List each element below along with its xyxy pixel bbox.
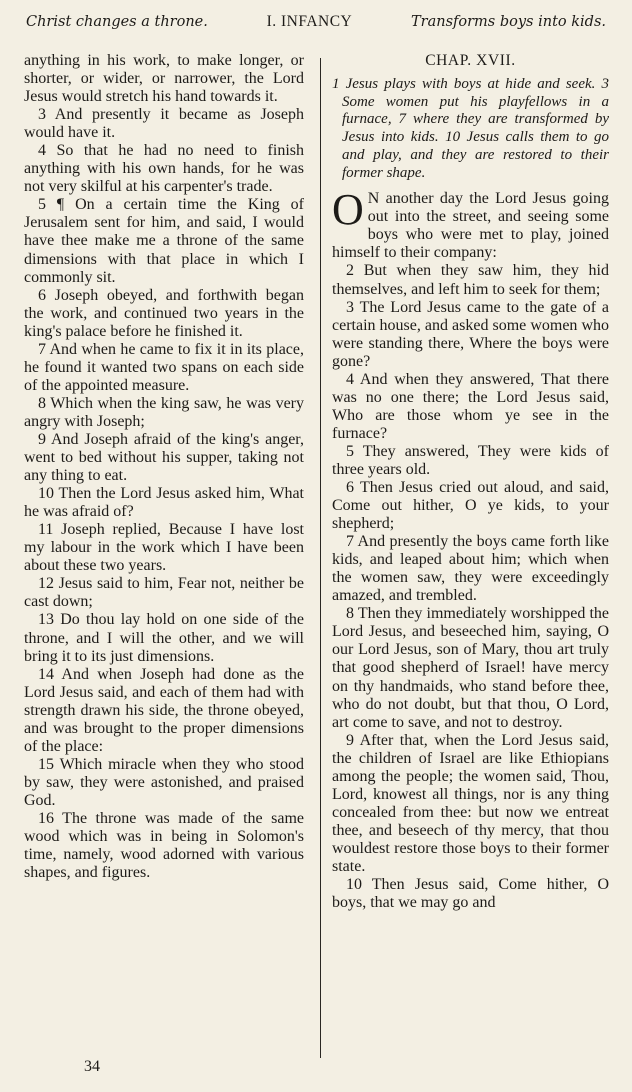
header-right: Transforms boys into kids. bbox=[410, 14, 606, 30]
verse: 7 And presently the boys came forth like kids, and leaped about him; which when the women saw, they were exceedingly amazed, and trembled. bbox=[332, 533, 609, 605]
verse: anything in his work, to make longer, or shorter, or wider, or narrower, the Lord Jesus would stretch his hand towards it. bbox=[24, 52, 304, 106]
verse: 7 And when he came to fix it in its place, he found it wanted two spans on each side of the appointed measure. bbox=[24, 340, 304, 394]
verse: 16 The throne was made of the same wood which was in being in Solomon's time, namely, wood adorned with various shapes, and figures. bbox=[24, 809, 304, 882]
verse: 9 And Joseph afraid of the king's anger, went to bed without his supper, taking not any thing to eat. bbox=[24, 430, 304, 485]
verse: 12 Jesus said to him, Fear not, neither be cast down; bbox=[24, 575, 304, 611]
chapter-title: CHAP. XVII. bbox=[425, 52, 516, 69]
header-center: I. INFANCY bbox=[266, 13, 353, 30]
verse: 8 Then they immediately worshipped the Lord Jesus, and beseeched him, saying, O our Lord Jesus, son of Mary, thou art truly that good shepherd of Israel! have mercy on thy handmaids, who stand before thee, who do not doubt, but that thou, O Lord, art come to save, and not to destroy. bbox=[332, 605, 609, 731]
verse: 6 Joseph obeyed, and forthwith began the work, and continued two years in the king's palace before he finished it. bbox=[24, 286, 304, 340]
chapter-summary: 1 Jesus plays with boys at hide and seek. 3 Some women put his playfellows in a furnace, 7 where they are transformed by Jesus into kids. 10 Jesus calls them to go and play, and they are restored to their former shape. bbox=[332, 76, 609, 181]
opening-paragraph bbox=[332, 185, 609, 262]
drop-cap: O bbox=[332, 185, 364, 235]
opening-text: N another day the Lord Jesus going out into the street, and seeing some boys who were met to play, joined himself to their company: bbox=[332, 190, 609, 262]
verse: 2 But when they saw him, they hid themselves, and left him to seek for them; bbox=[332, 262, 609, 298]
verse: 10 Then the Lord Jesus asked him, What he was afraid of? bbox=[24, 485, 304, 521]
verse: 6 Then Jesus cried out aloud, and said, Come out hither, O ye kids, to your shepherd; bbox=[332, 479, 609, 533]
verse: 5 They answered, They were kids of three years old. bbox=[332, 442, 609, 478]
verse: 14 And when Joseph had done as the Lord Jesus said, and each of them had with strength drawn his side, the throne obeyed, and was brought to the proper dimensions of the place: bbox=[24, 665, 304, 755]
verse: 10 Then Jesus said, Come hither, O boys, that we may go and bbox=[332, 876, 609, 912]
header-left: Christ changes a throne. bbox=[26, 14, 208, 30]
verse: 11 Joseph replied, Because I have lost my labour in the work which I have been about these two years. bbox=[24, 521, 304, 575]
verse: 8 Which when the king saw, he was very angry with Joseph; bbox=[24, 394, 304, 430]
verse: 3 The Lord Jesus came to the gate of a certain house, and asked some women who were standing there, Where the boys were gone? bbox=[332, 298, 609, 370]
left-column bbox=[24, 52, 304, 882]
verse: 13 Do thou lay hold on one side of the throne, and I will the other, and we will bring it to its just dimensions. bbox=[24, 611, 304, 665]
verse: 4 And when they answered, That there was no one there; the Lord Jesus said, Who are those whom ye see in the furnace? bbox=[332, 370, 609, 442]
right-column bbox=[332, 52, 609, 912]
verse: 5 ¶ On a certain time the King of Jerusalem sent for him, and said, I would have thee make me a throne of the same dimensions with that place in which I commonly sit. bbox=[24, 196, 304, 286]
verse: 4 So that he had no need to finish anything with his own hands, for he was not very skilful at his carpenter's trade. bbox=[24, 142, 304, 196]
verse: 9 After that, when the Lord Jesus said, the children of Israel are like Ethiopians among the people; the women said, Thou, Lord, knowest all things, nor is any thing concealed from thee: but now we entreat thee, and beseech of thy mercy, that thou wouldest restore those boys to their former state. bbox=[332, 731, 609, 875]
verse: 3 And presently it became as Joseph would have it. bbox=[24, 106, 304, 142]
verse: 15 Which miracle when they who stood by saw, they were astonished, and praised God. bbox=[24, 755, 304, 809]
running-header bbox=[0, 0, 632, 44]
column-divider bbox=[320, 58, 321, 1058]
page-number: 34 bbox=[84, 1058, 100, 1075]
